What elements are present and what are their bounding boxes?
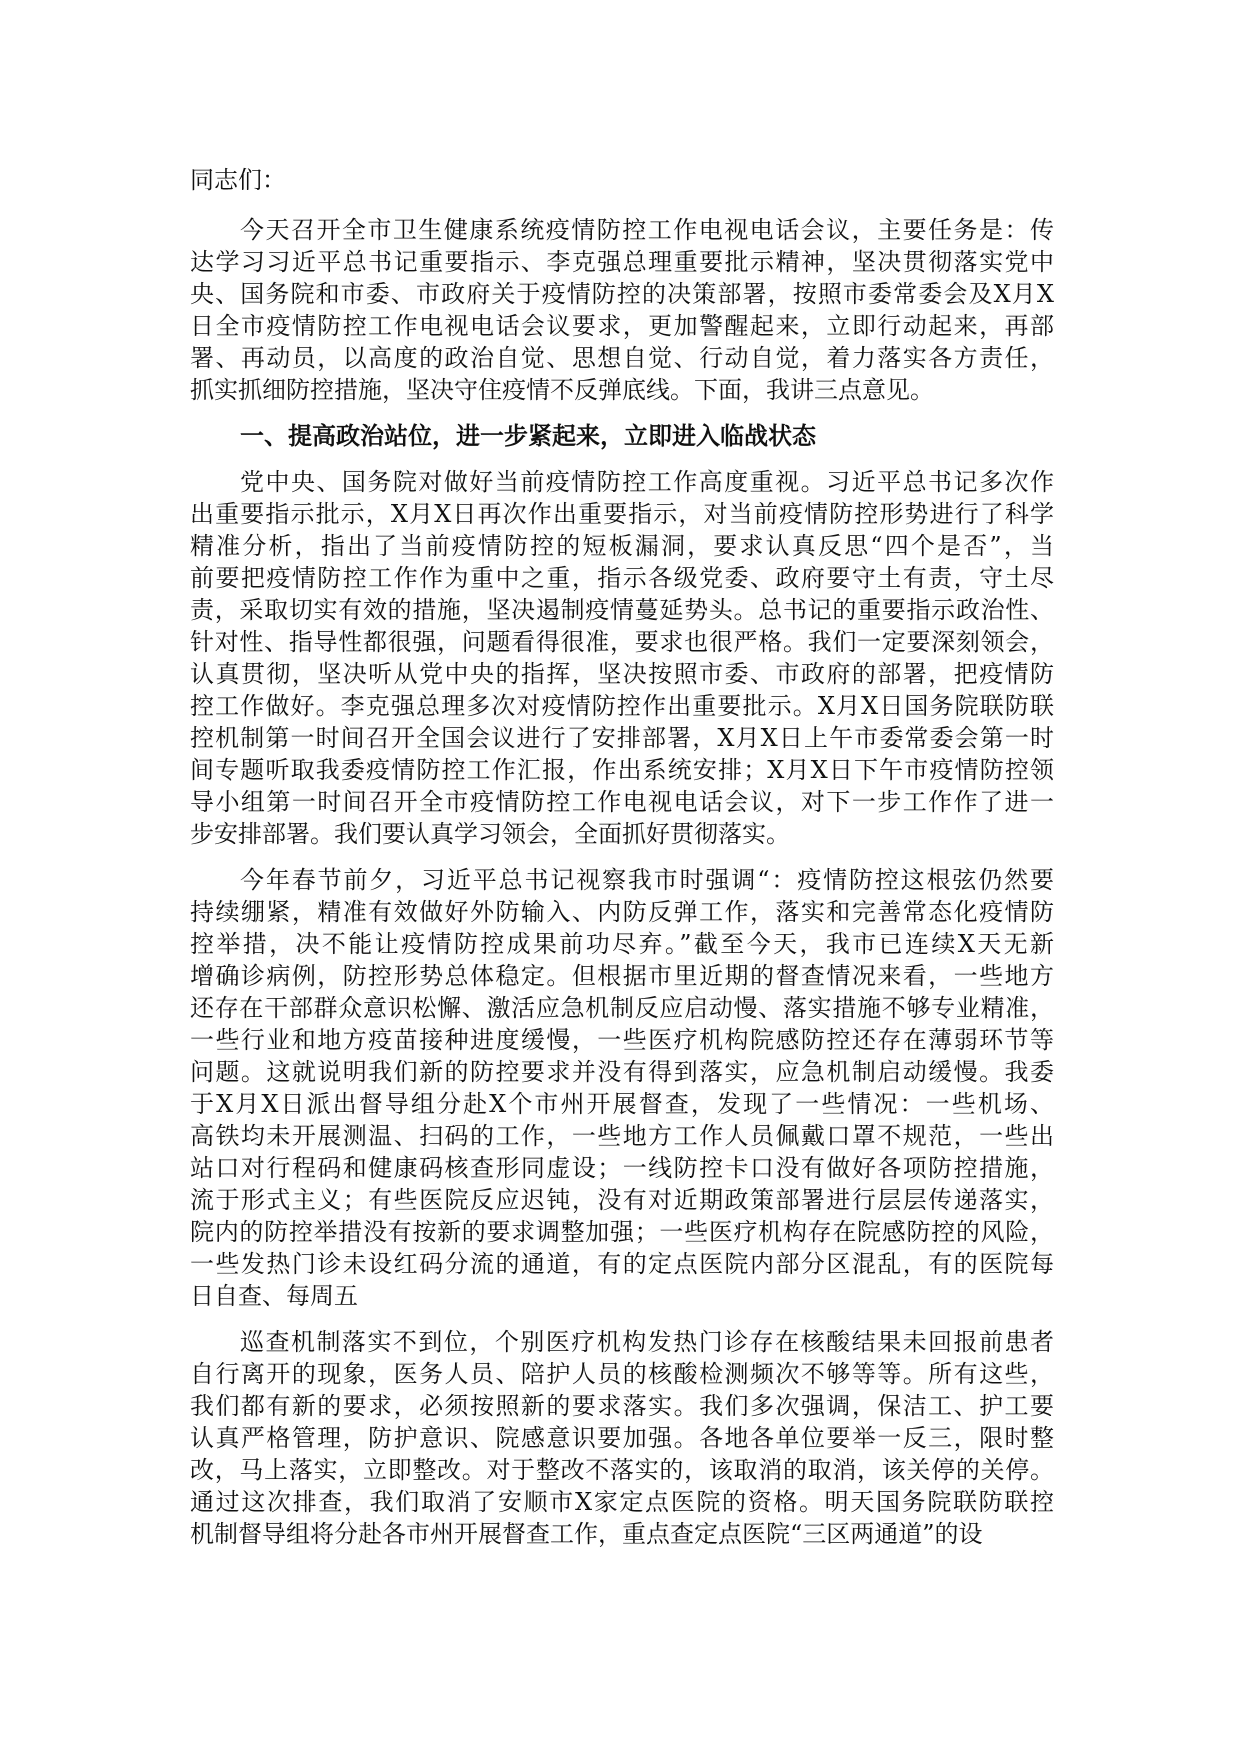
- heading-text: 一、提高政治站位，进一步紧起来，立即进入临战状态: [240, 421, 816, 450]
- text-line: 今天召开全市卫生健康系统疫情防控工作电视电话会议，主要任务是：传: [240, 216, 1054, 244]
- salutation: 同志们：: [190, 166, 286, 194]
- text-line: 认真严格管理，防护意识、院感意识要加强。各地各单位要举一反三，限时整: [190, 1424, 1054, 1452]
- text-line: 自行离开的现象，医务人员、陪护人员的核酸检测频次不够等等。所有这些，: [190, 1360, 1054, 1388]
- text-line: 流于形式主义；有些医院反应迟钝，没有对近期政策部署进行层层传递落实，: [190, 1186, 1054, 1214]
- text-line: 署、再动员，以高度的政治自觉、思想自觉、行动自觉，着力落实各方责任，: [190, 344, 1054, 372]
- document-body: [190, 214, 1054, 1550]
- text-line: 机制督导组将分赴各市州开展督查工作，重点查定点医院“三区两通道”的设: [190, 1520, 983, 1548]
- text-line: 控工作做好。李克强总理多次对疫情防控作出重要批示。X月X日国务院联防联: [190, 692, 1054, 720]
- body-paragraph: [190, 466, 1054, 850]
- text-line: 日全市疫情防控工作电视电话会议要求，更加警醒起来，立即行动起来，再部: [190, 312, 1054, 340]
- body-paragraph: [190, 864, 1054, 1312]
- section-heading: [190, 420, 1054, 452]
- text-line: 导小组第一时间召开全市疫情防控工作电视电话会议，对下一步工作作了进一: [190, 788, 1054, 816]
- body-paragraph: [190, 214, 1054, 406]
- text-line: 高铁均未开展测温、扫码的工作，一些地方工作人员佩戴口罩不规范，一些出: [190, 1122, 1054, 1150]
- text-line: 问题。这就说明我们新的防控要求并没有得到落实，应急机制启动缓慢。我委: [190, 1058, 1054, 1086]
- text-line: 步安排部署。我们要认真学习领会，全面抓好贯彻落实。: [190, 820, 790, 848]
- text-line: 一些行业和地方疫苗接种进度缓慢，一些医疗机构院感防控还存在薄弱环节等: [190, 1026, 1054, 1054]
- text-line: 央、国务院和市委、市政府关于疫情防控的决策部署，按照市委常委会及X月X: [190, 280, 1054, 308]
- text-line: 通过这次排查，我们取消了安顺市X家定点医院的资格。明天国务院联防联控: [190, 1488, 1054, 1516]
- text-line: 抓实抓细防控措施，坚决守住疫情不反弹底线。下面，我讲三点意见。: [190, 376, 934, 404]
- text-line: 于X月X日派出督导组分赴X个市州开展督查，发现了一些情况：一些机场、: [190, 1090, 1054, 1118]
- text-line: 一些发热门诊未设红码分流的通道，有的定点医院内部分区混乱，有的医院每: [190, 1250, 1054, 1278]
- text-line: 出重要指示批示，X月X日再次作出重要指示，对当前疫情防控形势进行了科学: [190, 500, 1054, 528]
- text-line: 今年春节前夕，习近平总书记视察我市时强调“：疫情防控这根弦仍然要: [240, 866, 1054, 894]
- body-paragraph: [190, 1326, 1054, 1550]
- text-line: 控举措，决不能让疫情防控成果前功尽弃。”截至今天，我市已连续X天无新: [190, 930, 1054, 958]
- text-line: 院内的防控举措没有按新的要求调整加强；一些医疗机构存在院感防控的风险，: [190, 1218, 1054, 1246]
- text-line: 持续绷紧，精准有效做好外防输入、内防反弹工作，落实和完善常态化疫情防: [190, 898, 1054, 926]
- text-line: 精准分析，指出了当前疫情防控的短板漏洞，要求认真反思“四个是否”，当: [190, 532, 1054, 560]
- text-line: 间专题听取我委疫情防控工作汇报，作出系统安排；X月X日下午市疫情防控领: [190, 756, 1054, 784]
- text-line: 还存在干部群众意识松懈、激活应急机制反应启动慢、落实措施不够专业精准，: [190, 994, 1054, 1022]
- text-line: 增确诊病例，防控形势总体稳定。但根据市里近期的督查情况来看，一些地方: [190, 962, 1054, 990]
- text-line: 日自查、每周五: [190, 1282, 358, 1310]
- text-line: 我们都有新的要求，必须按照新的要求落实。我们多次强调，保洁工、护工要: [190, 1392, 1054, 1420]
- text-line: 前要把疫情防控工作作为重中之重，指示各级党委、政府要守土有责，守土尽: [190, 564, 1054, 592]
- text-line: 党中央、国务院对做好当前疫情防控工作高度重视。习近平总书记多次作: [240, 468, 1054, 496]
- salutation-paragraph: [190, 164, 1054, 196]
- document-page: [190, 164, 1054, 1550]
- text-line: 针对性、指导性都很强，问题看得很准，要求也很严格。我们一定要深刻领会，: [190, 628, 1054, 656]
- text-line: 站口对行程码和健康码核查形同虚设；一线防控卡口没有做好各项防控措施，: [190, 1154, 1054, 1182]
- text-line: 控机制第一时间召开全国会议进行了安排部署，X月X日上午市委常委会第一时: [190, 724, 1054, 752]
- text-line: 达学习习近平总书记重要指示、李克强总理重要批示精神，坚决贯彻落实党中: [190, 248, 1054, 276]
- text-line: 认真贯彻，坚决听从党中央的指挥，坚决按照市委、市政府的部署，把疫情防: [190, 660, 1054, 688]
- text-line: 巡查机制落实不到位，个别医疗机构发热门诊存在核酸结果未回报前患者: [240, 1328, 1054, 1356]
- text-line: 改，马上落实，立即整改。对于整改不落实的，该取消的取消，该关停的关停。: [190, 1456, 1054, 1484]
- text-line: 责，采取切实有效的措施，坚决遏制疫情蔓延势头。总书记的重要指示政治性、: [190, 596, 1054, 624]
